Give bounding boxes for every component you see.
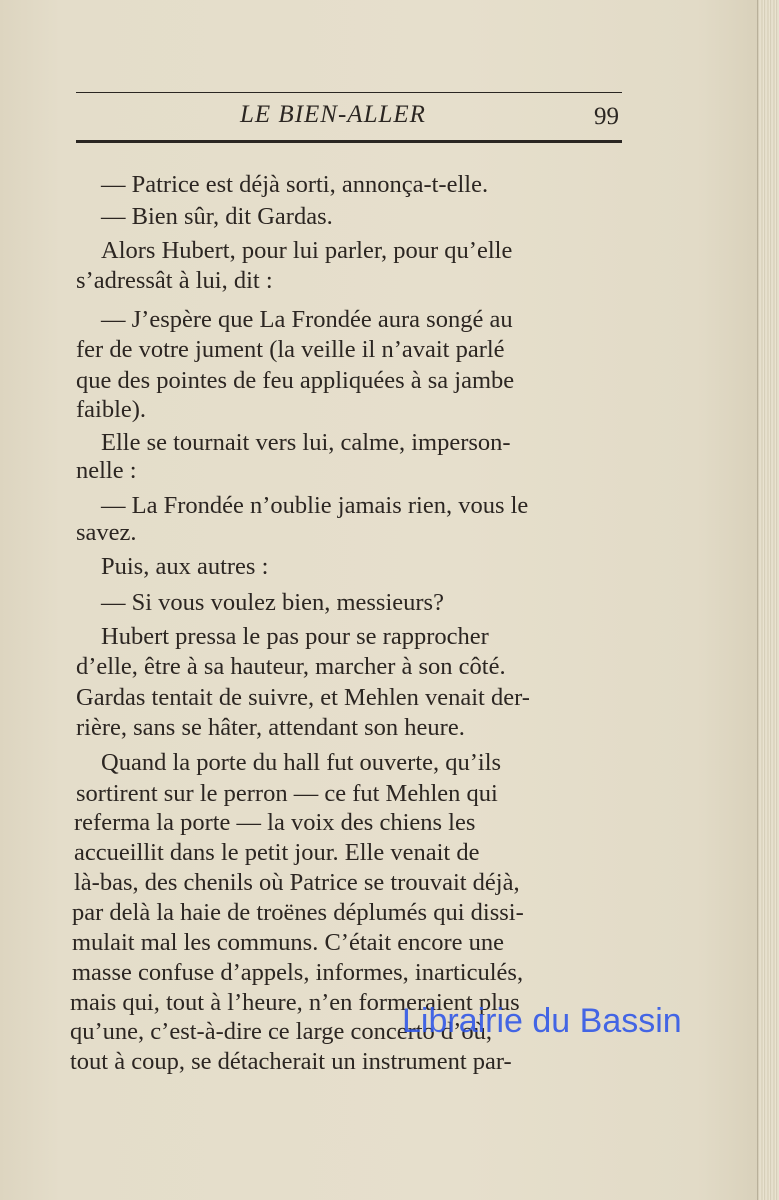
text-line: qu’une, c’est-à-dire ce large concerto d’où, [70, 1018, 492, 1045]
book-edge [757, 0, 779, 1200]
text-line: s’adressât à lui, dit : [76, 267, 273, 294]
text-line: — Bien sûr, dit Gardas. [101, 203, 333, 230]
text-line: — La Frondée n’oublie jamais rien, vous le [101, 492, 529, 519]
text-line: — Patrice est déjà sorti, annonça-t-elle. [101, 171, 489, 198]
text-line: tout à coup, se détacherait un instrument par- [70, 1048, 512, 1075]
text-line: Quand la porte du hall fut ouverte, qu’ils [101, 749, 502, 776]
text-line: faible). [76, 396, 147, 423]
text-line: — J’espère que La Frondée aura songé au [101, 306, 513, 333]
running-title: LE BIEN-ALLER [240, 101, 426, 128]
text-line: par delà la haie de troënes déplumés qui dissi- [72, 899, 524, 926]
page-number: 99 [594, 103, 619, 130]
text-line: rière, sans se hâter, attendant son heure. [76, 714, 465, 741]
text-line: Hubert pressa le pas pour se rapprocher [101, 623, 489, 650]
text-line: là-bas, des chenils où Patrice se trouvait déjà, [74, 869, 520, 896]
text-line: nelle : [76, 457, 137, 484]
text-line: savez. [76, 519, 137, 546]
text-line: mulait mal les communs. C’était encore une [72, 929, 505, 956]
text-line: Puis, aux autres : [101, 553, 269, 580]
text-line: accueillit dans le petit jour. Elle venait de [74, 839, 480, 866]
text-line: Elle se tournait vers lui, calme, imperson- [101, 429, 511, 456]
text-line: que des pointes de feu appliquées à sa jambe [76, 367, 515, 394]
watermark: Librairie du Bassin [402, 1002, 682, 1040]
text-line: Gardas tentait de suivre, et Mehlen venait der- [76, 684, 530, 711]
text-line: d’elle, être à sa hauteur, marcher à son côté. [76, 653, 506, 680]
text-line: sortirent sur le perron — ce fut Mehlen qui [76, 780, 498, 807]
text-line: — Si vous voulez bien, messieurs? [101, 589, 444, 616]
text-line: mais qui, tout à l’heure, n’en formeraient plus [70, 989, 520, 1016]
text-line: fer de votre jument (la veille il n’avait parlé [76, 336, 505, 363]
text-line: masse confuse d’appels, informes, inarticulés, [72, 959, 524, 986]
text-line: Alors Hubert, pour lui parler, pour qu’elle [101, 237, 513, 264]
text-line: referma la porte — la voix des chiens les [74, 809, 476, 836]
